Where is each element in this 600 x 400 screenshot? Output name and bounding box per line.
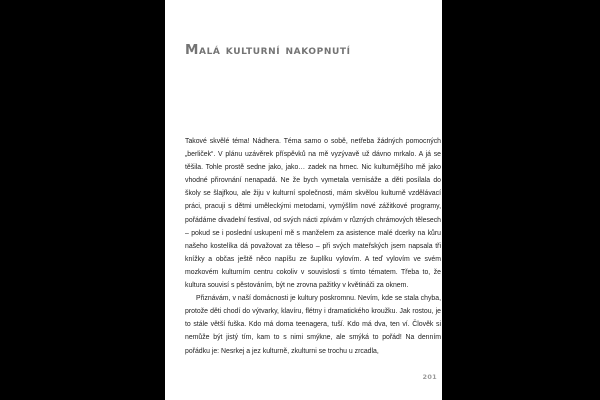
chapter-title: Malá kulturní nakopnutí — [185, 42, 351, 58]
body-text — [185, 135, 441, 358]
paragraph: Takové skvělé téma! Nádhera. Téma samo o sobě, netřeba žádných pomocných „berliček“. V plánu uzávěrek příspěvků na mě vyzývavě už dávno mrkalo. A já se těšila. Tohle prostě sedne jako, jako… zadek na hrnec. Nic kulturnějšího mě jako vhodné přirovnání nenapadá. Ne že bych vymetala vernisáže a děti posílala do školy se šlajfkou, ale žiju v kulturní společnosti, mám skvělou kulturně vzdělávací práci, pracuji s dětmi uměleckými metodami, vymýšlím nové zážitkové programy, pořádáme divadelní festival, od svých nácti zpívám v různých chrámových tělesech – pokud se i poslední uskupení mě s manželem za asistence malé dcerky na kůru našeho kostelíka dá považovat za těleso – při svých mateřských jsem napsala tři knížky a občas ještě něco napíšu ze šuplíku vylovím. A teď vylovím ve svém mozkovém kulturním centru cokoliv v souvislosti s tímto tématem. Třeba to, že kultura souvisí s pěstováním, být ne zrovna pažitky v květináči za oknem. — [185, 138, 441, 290]
book-page — [165, 0, 442, 400]
paragraph: Přiznávám, v naší domácnosti je kultury poskromnu. Nevím, kde se stala chyba, protože děti chodí do výtvarky, klavíru, flétny i dramatického kroužku. Jak rostou, je to stále větší fuška. Kdo má doma teenagera, tuší. Kdo má dva, ten ví. Člověk si nemůže být jistý tím, kam to s nimi smýkne, ale smýká to pořád! Na denním pořádku je: Nesrkej a jez kulturně, zkulturni se trochu u zrcadla, — [185, 295, 441, 355]
page-number: 201 — [422, 373, 437, 381]
